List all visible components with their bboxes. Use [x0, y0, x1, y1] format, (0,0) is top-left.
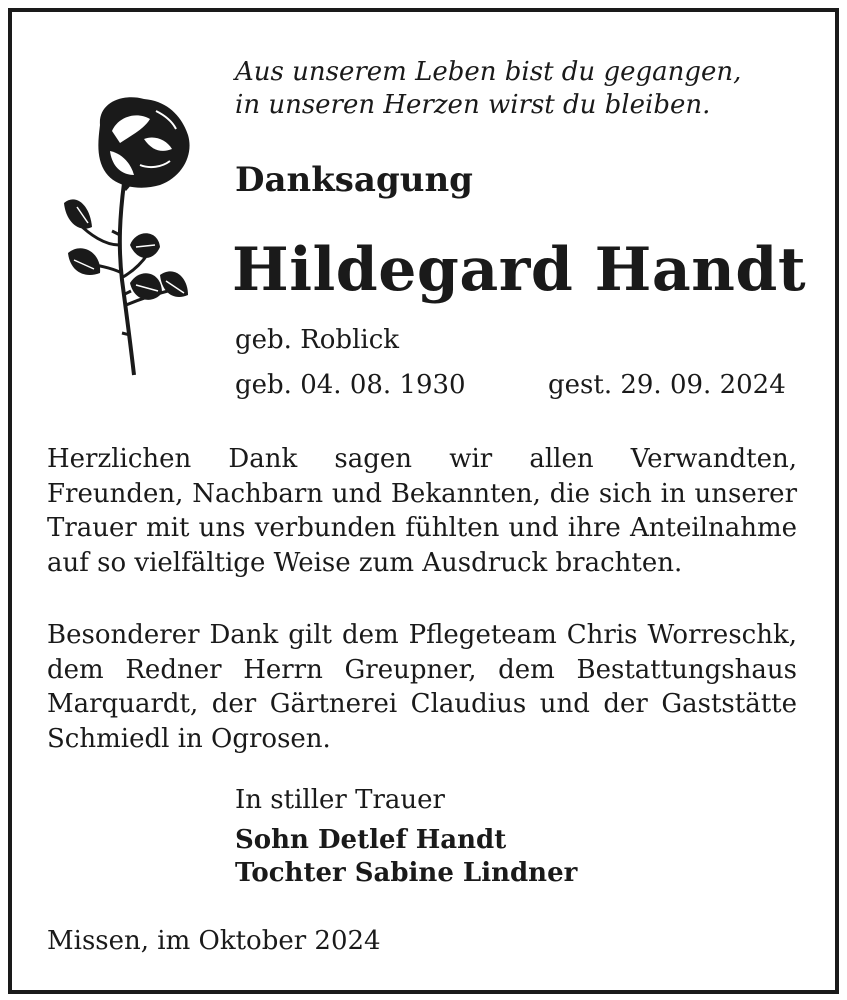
notice-heading: Danksagung [235, 160, 473, 200]
signer-daughter: Tochter Sabine Lindner [235, 858, 578, 888]
motto [235, 56, 741, 122]
rose-icon [60, 95, 200, 380]
birth-date: geb. 04. 08. 1930 [235, 370, 466, 400]
mourning-intro: In stiller Trauer [235, 785, 445, 815]
motto-line-2: in unseren Herzen wirst du bleiben. [235, 90, 711, 120]
thanks-paragraph-1: Herzlichen Dank sagen wir allen Verwandten, Freunden, Nachbarn und Bekannten, die sich in unserer Trauer mit uns verbunden fühlten und ihre Anteilnahme auf so vielfältige Weise zum Ausdruck brachten. [47, 444, 797, 578]
maiden-name: geb. Roblick [235, 325, 400, 355]
motto-line-1: Aus unserem Leben bist du gegangen, [235, 57, 742, 87]
place-date: Missen, im Oktober 2024 [47, 926, 381, 956]
deceased-name: Hildegard Handt [232, 235, 807, 305]
signer-son: Sohn Detlef Handt [235, 825, 507, 855]
thanks-paragraph-2: Besonderer Dank gilt dem Pflegeteam Chris Worreschk, dem Redner Herrn Greupner, dem Bestattungshaus Marquardt, der Gärtnerei Claudius und der Gaststätte Schmiedl in Ogrosen. [47, 620, 797, 754]
death-date: gest. 29. 09. 2024 [548, 370, 786, 400]
